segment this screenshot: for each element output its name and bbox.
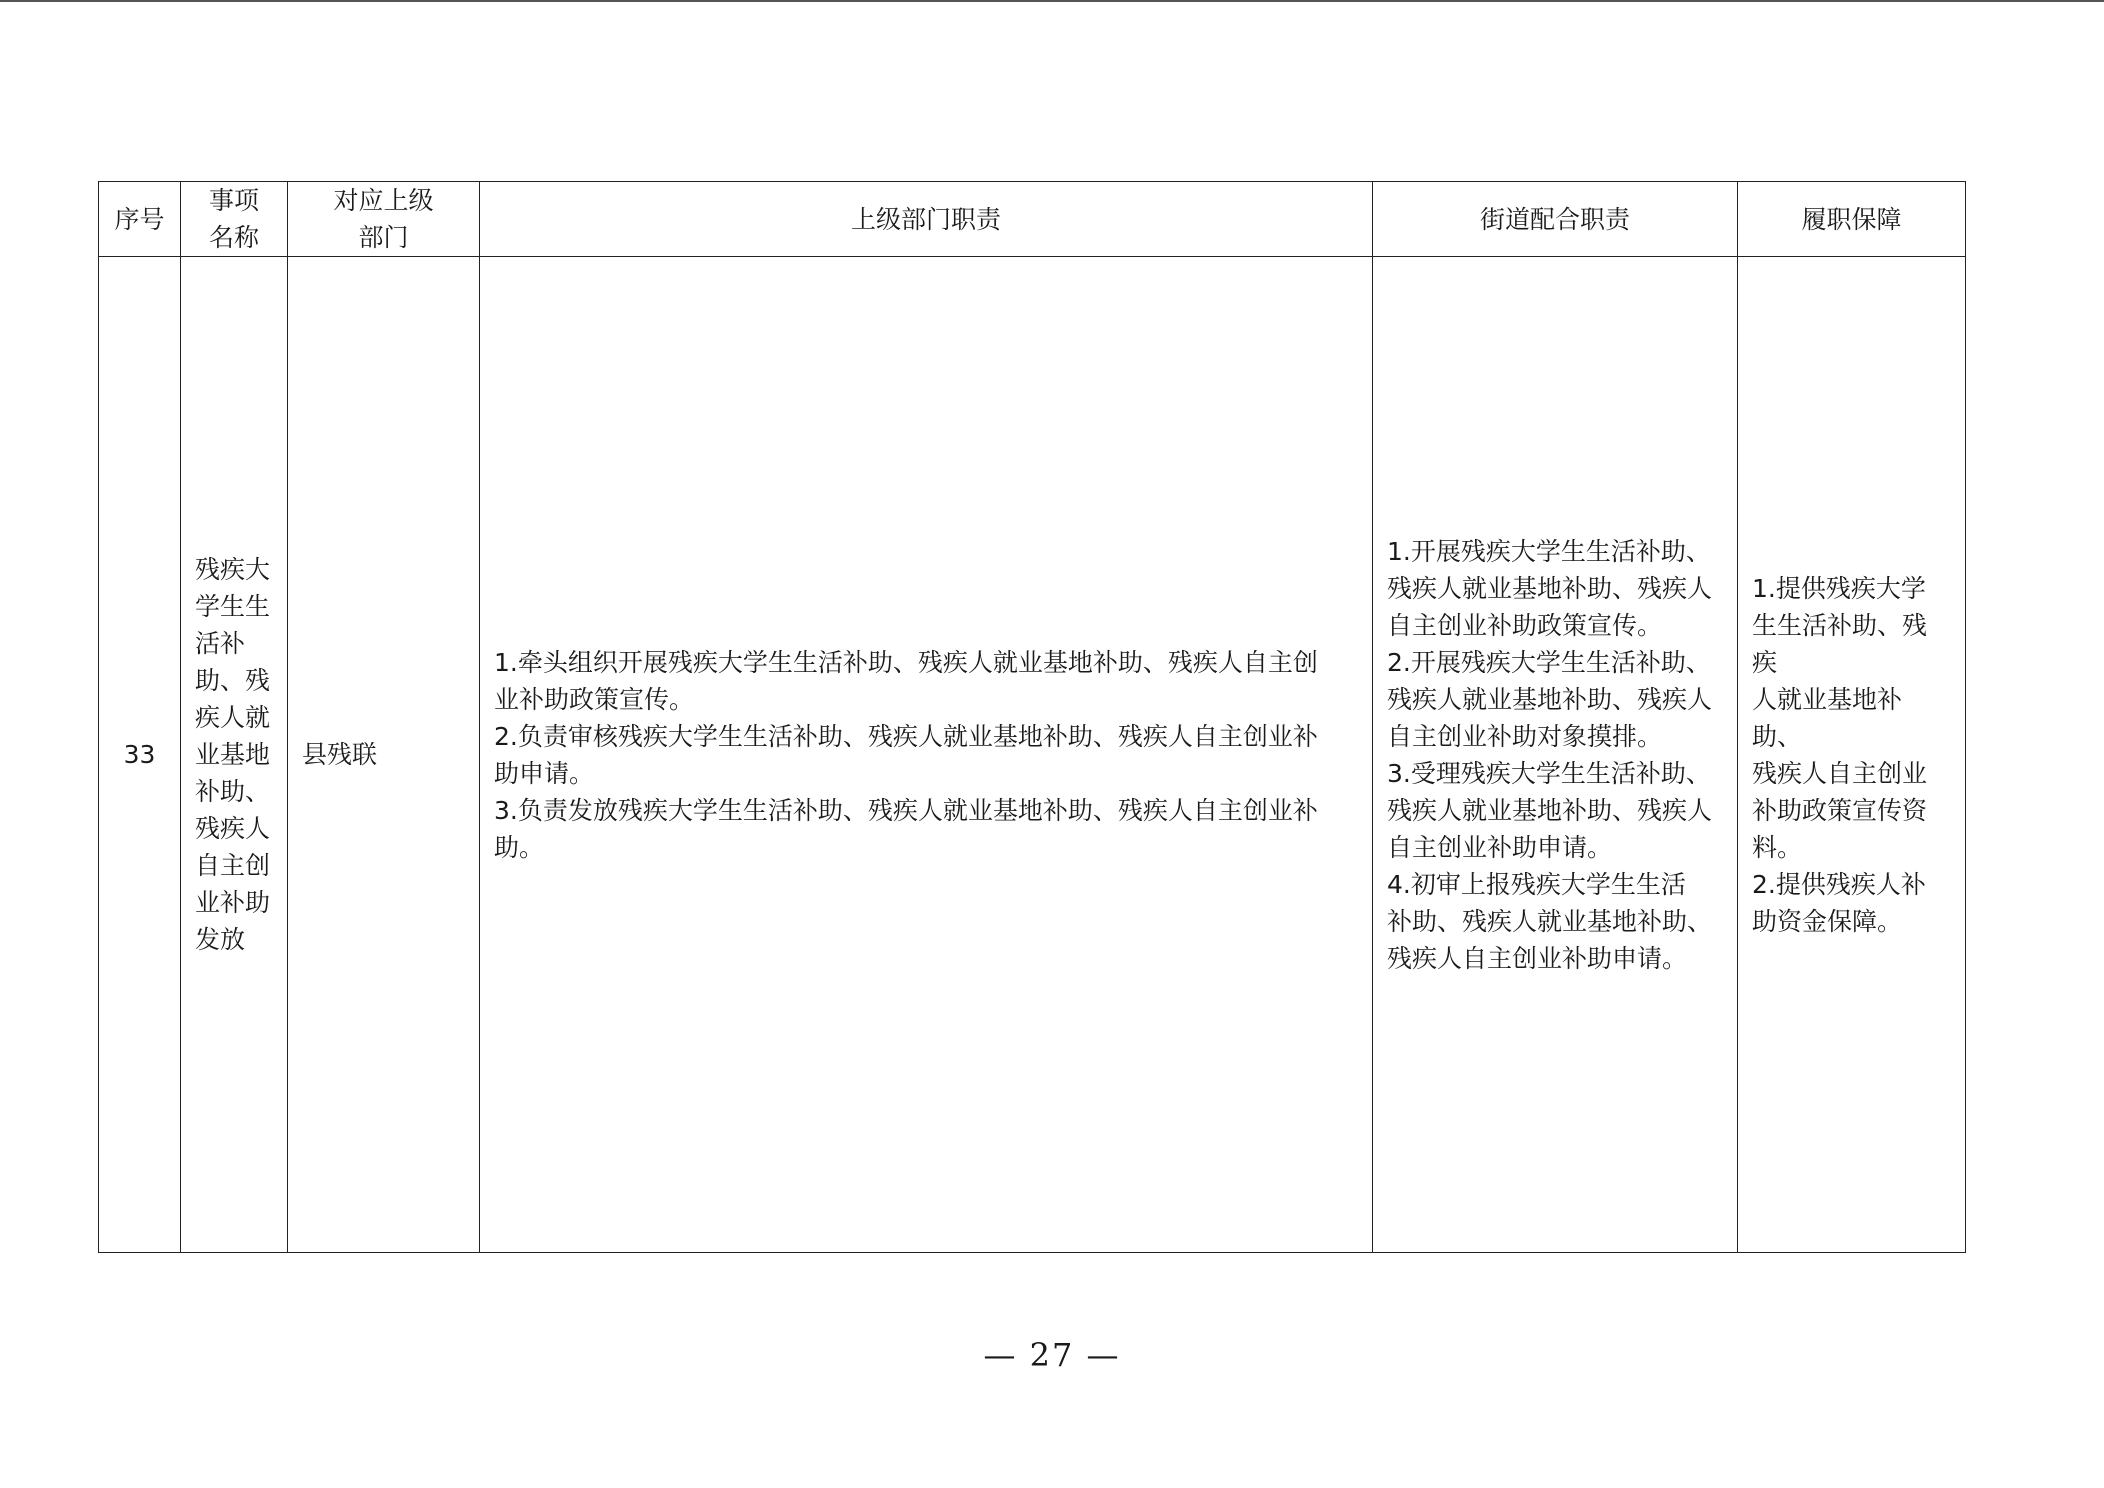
cell-street-duties: 1.开展残疾大学生生活补助、 残疾人就业基地补助、残疾人 自主创业补助政策宣传。 2.开展残疾大学生生活补助、 残疾人就业基地补助、残疾人 自主创业补助对象摸排。 3.受理残疾大学生生活补助、 残疾人就业基地补助、残疾人 自主创业补助申请。 4.初审上报残疾大学生生活 补助、残疾人就业基地补助、 残疾人自主创业补助申请。 [1373, 257, 1738, 1253]
page-top-border [0, 0, 2104, 2]
cell-guarantee: 1.提供残疾大学 生生活补助、残疾 人就业基地补助、 残疾人自主创业 补助政策宣传资 料。 2.提供残疾人补 助资金保障。 [1738, 257, 1966, 1253]
header-serial-number: 序号 [99, 182, 181, 257]
cell-upper-department: 县残联 [288, 257, 480, 1253]
cell-upper-duties: 1.牵头组织开展残疾大学生生活补助、残疾人就业基地补助、残疾人自主创 业补助政策宣传。 2.负责审核残疾大学生生活补助、残疾人就业基地补助、残疾人自主创业补 助申请。 3.负责发放残疾大学生生活补助、残疾人就业基地补助、残疾人自主创业补 助。 [480, 257, 1373, 1253]
header-upper-duties: 上级部门职责 [480, 182, 1373, 257]
page-number: — 27 — [983, 1336, 1121, 1374]
cell-serial-number: 33 [99, 257, 181, 1253]
header-street-duties: 街道配合职责 [1373, 182, 1738, 257]
cell-item-name: 残疾大 学生生 活补 助、残 疾人就 业基地 补助、 残疾人 自主创 业补助 发放 [181, 257, 288, 1253]
header-item-name: 事项 名称 [181, 182, 288, 257]
header-upper-department: 对应上级 部门 [288, 182, 480, 257]
table-header-row [99, 182, 1966, 257]
duty-table [98, 181, 1966, 1253]
header-guarantee: 履职保障 [1738, 182, 1966, 257]
table-row [99, 257, 1966, 1253]
